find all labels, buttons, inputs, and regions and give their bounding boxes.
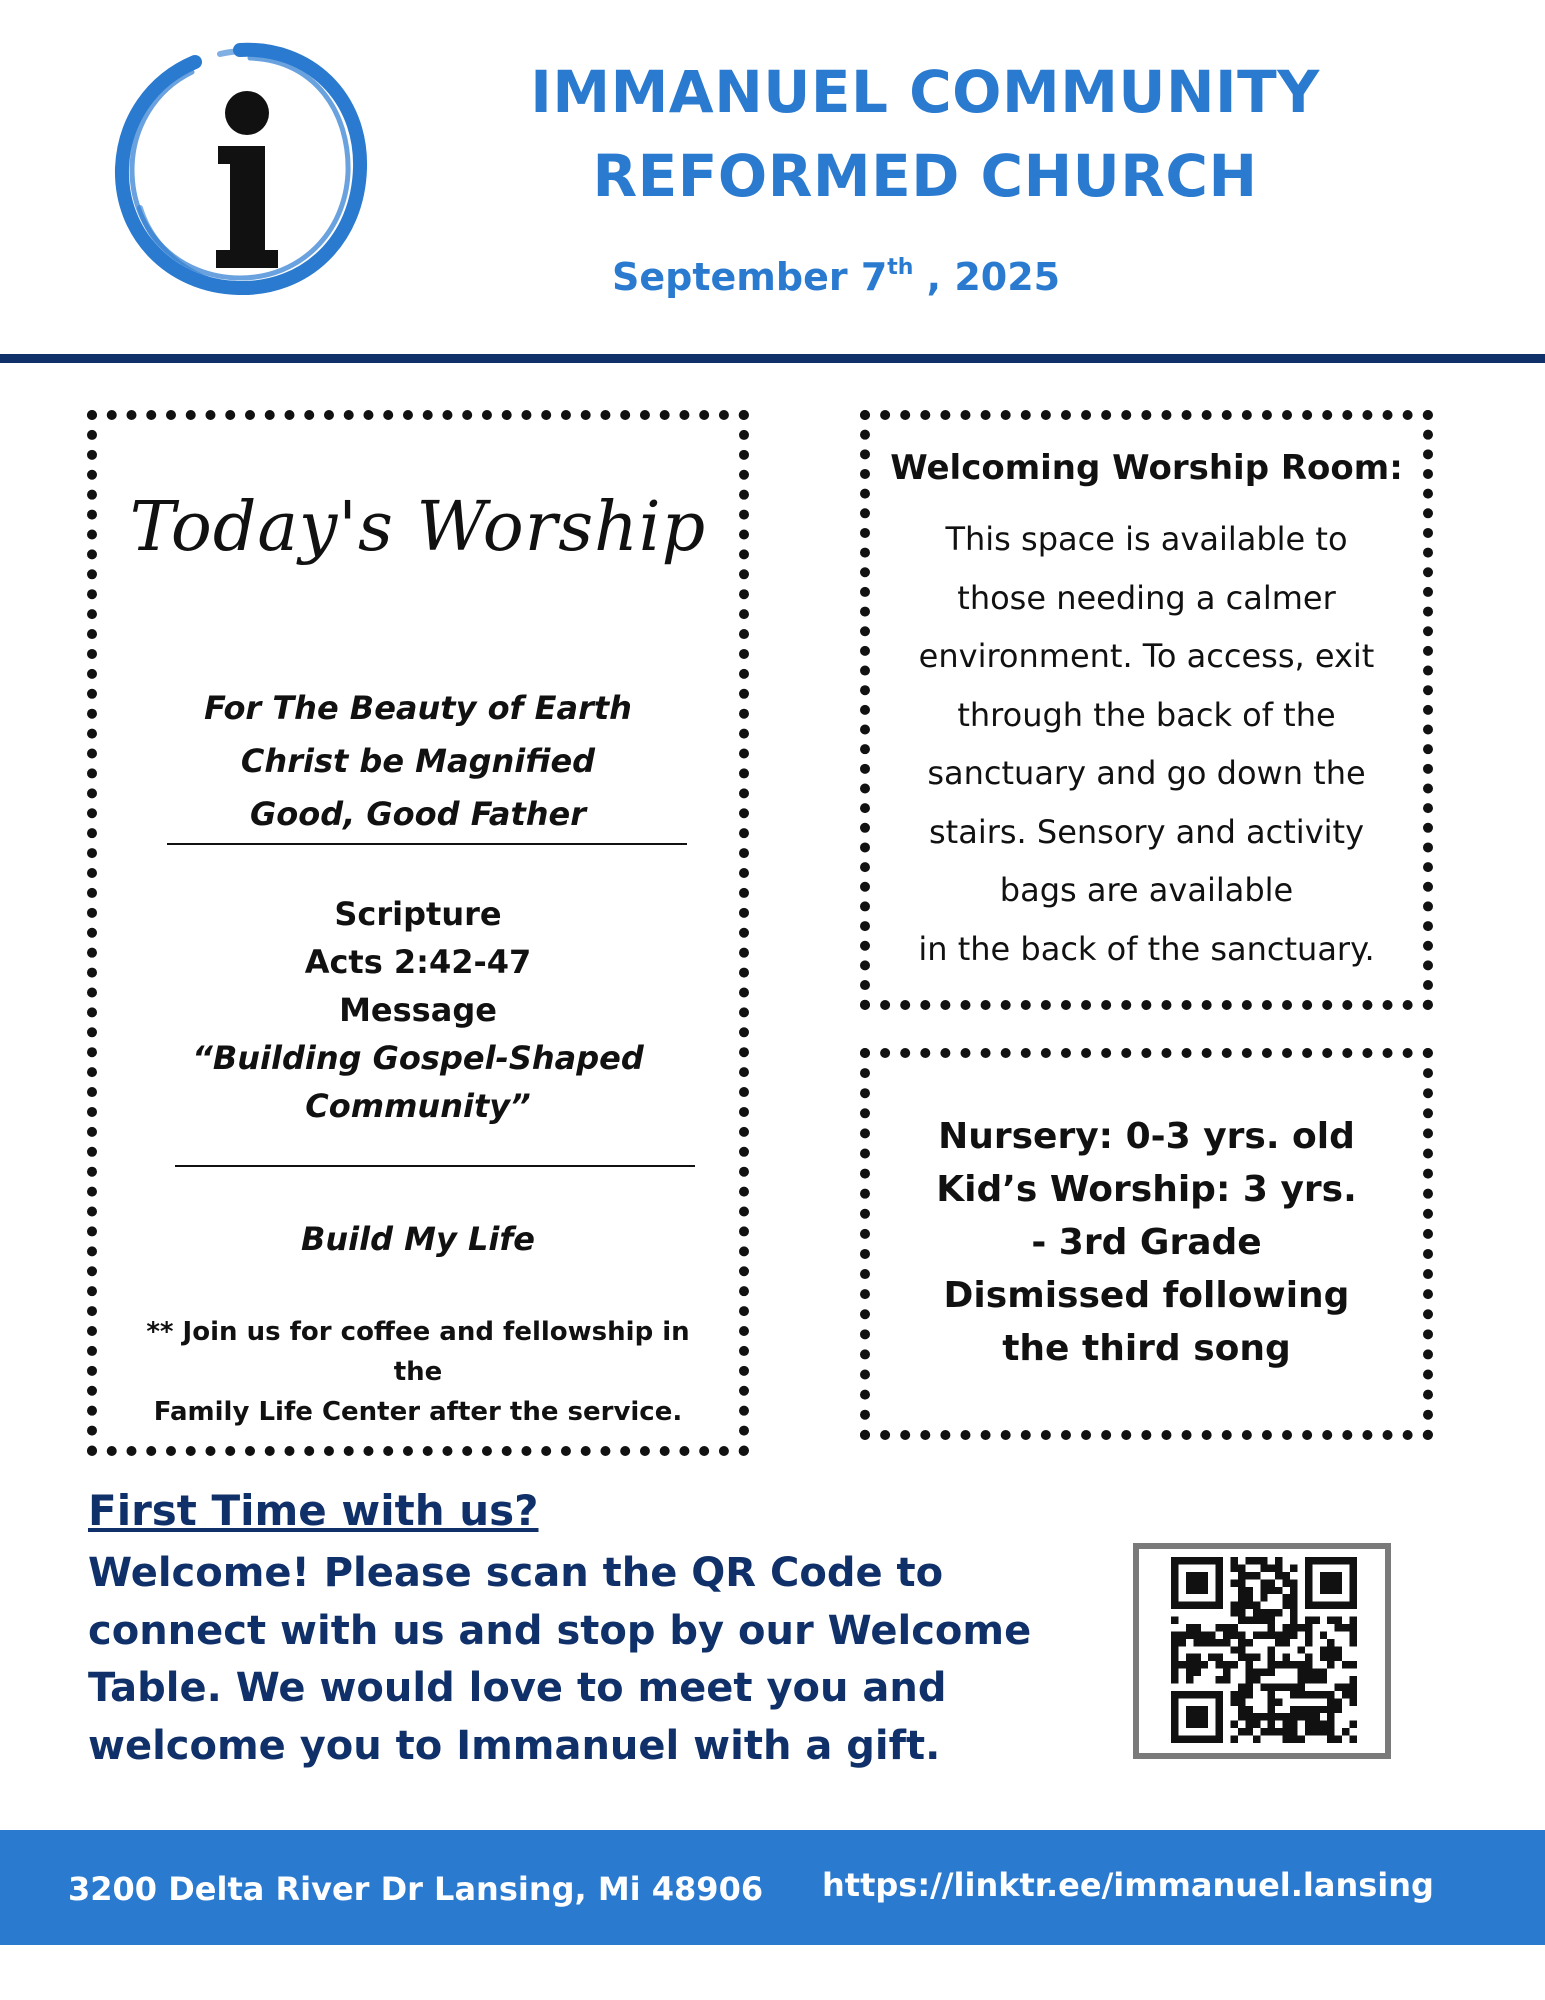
room-text-line: bags are available xyxy=(999,871,1294,909)
kids-line: Nursery: 0-3 yrs. old xyxy=(938,1116,1355,1157)
kids-ministry-info xyxy=(870,1110,1423,1375)
header-divider xyxy=(0,354,1545,363)
footer-bar xyxy=(0,1830,1545,1945)
kids-ministry-panel xyxy=(860,1048,1433,1440)
message-title-line-1: “Building Gospel-Shaped xyxy=(192,1039,644,1077)
church-logo-icon xyxy=(100,28,380,308)
room-text-line: through the back of the xyxy=(957,695,1336,734)
church-title-line-1: IMMANUEL COMMUNITY xyxy=(530,58,1320,126)
welcome-line: welcome you to Immanuel with a gift. xyxy=(88,1722,941,1769)
section-divider xyxy=(175,1165,695,1167)
coffee-fellowship-note xyxy=(127,1312,709,1432)
qr-code-frame[interactable] xyxy=(1133,1543,1391,1759)
song-item: For The Beauty of Earth xyxy=(204,689,632,727)
song-list xyxy=(97,682,739,841)
church-title-line-2: REFORMED CHURCH xyxy=(592,142,1258,210)
footer-address: 3200 Delta River Dr Lansing, Mi 48906 xyxy=(68,1870,764,1908)
todays-worship-panel xyxy=(87,410,749,1456)
kids-line: Dismissed following xyxy=(943,1275,1350,1316)
worship-room-description xyxy=(870,510,1423,978)
worship-title: Today's Worship xyxy=(129,488,707,567)
welcome-line: Welcome! Please scan the QR Code to xyxy=(88,1550,944,1596)
welcome-message xyxy=(88,1545,1048,1775)
scripture-reference: Acts 2:42-47 xyxy=(304,943,532,981)
room-text-line: This space is available to xyxy=(945,520,1348,558)
coffee-note-line-2: Family Life Center after the service. xyxy=(153,1397,683,1427)
room-text-line: in the back of the sanctuary. xyxy=(918,929,1375,968)
worship-room-heading: Welcoming Worship Room: xyxy=(890,448,1403,488)
section-divider xyxy=(167,843,687,845)
first-time-heading: First Time with us? xyxy=(88,1486,539,1535)
qr-code-icon[interactable] xyxy=(1171,1557,1357,1743)
date-year: , 2025 xyxy=(913,255,1061,299)
message-label: Message xyxy=(339,991,497,1029)
room-text-line: sanctuary and go down the xyxy=(927,754,1366,792)
bulletin-date xyxy=(612,255,1060,299)
scripture-label: Scripture xyxy=(334,895,502,933)
welcome-line: Table. We would love to meet you and xyxy=(88,1665,947,1711)
kids-line: - 3rd Grade xyxy=(1031,1222,1262,1263)
room-text-line: stairs. Sensory and activity xyxy=(928,812,1364,851)
scripture-section xyxy=(97,890,739,1130)
footer-link[interactable]: https://linktr.ee/immanuel.lansing xyxy=(822,1866,1434,1904)
date-main: September 7 xyxy=(612,255,888,299)
room-text-line: environment. To access, exit xyxy=(918,637,1375,675)
message-title-line-2: Community” xyxy=(305,1087,531,1125)
church-title xyxy=(520,50,1330,218)
worship-room-panel xyxy=(860,410,1433,1010)
song-item: Christ be Magnified xyxy=(240,742,596,780)
coffee-note-line-1: ** Join us for coffee and fellowship in the xyxy=(146,1317,690,1387)
kids-line: the third song xyxy=(1002,1328,1291,1369)
date-suffix: th xyxy=(887,255,914,280)
song-item: Good, Good Father xyxy=(249,795,587,833)
room-text-line: those needing a calmer xyxy=(957,578,1336,617)
welcome-line: connect with us and stop by our Welcome xyxy=(88,1607,1032,1654)
closing-song: Build My Life xyxy=(301,1220,535,1258)
kids-line: Kid’s Worship: 3 yrs. xyxy=(936,1169,1357,1210)
